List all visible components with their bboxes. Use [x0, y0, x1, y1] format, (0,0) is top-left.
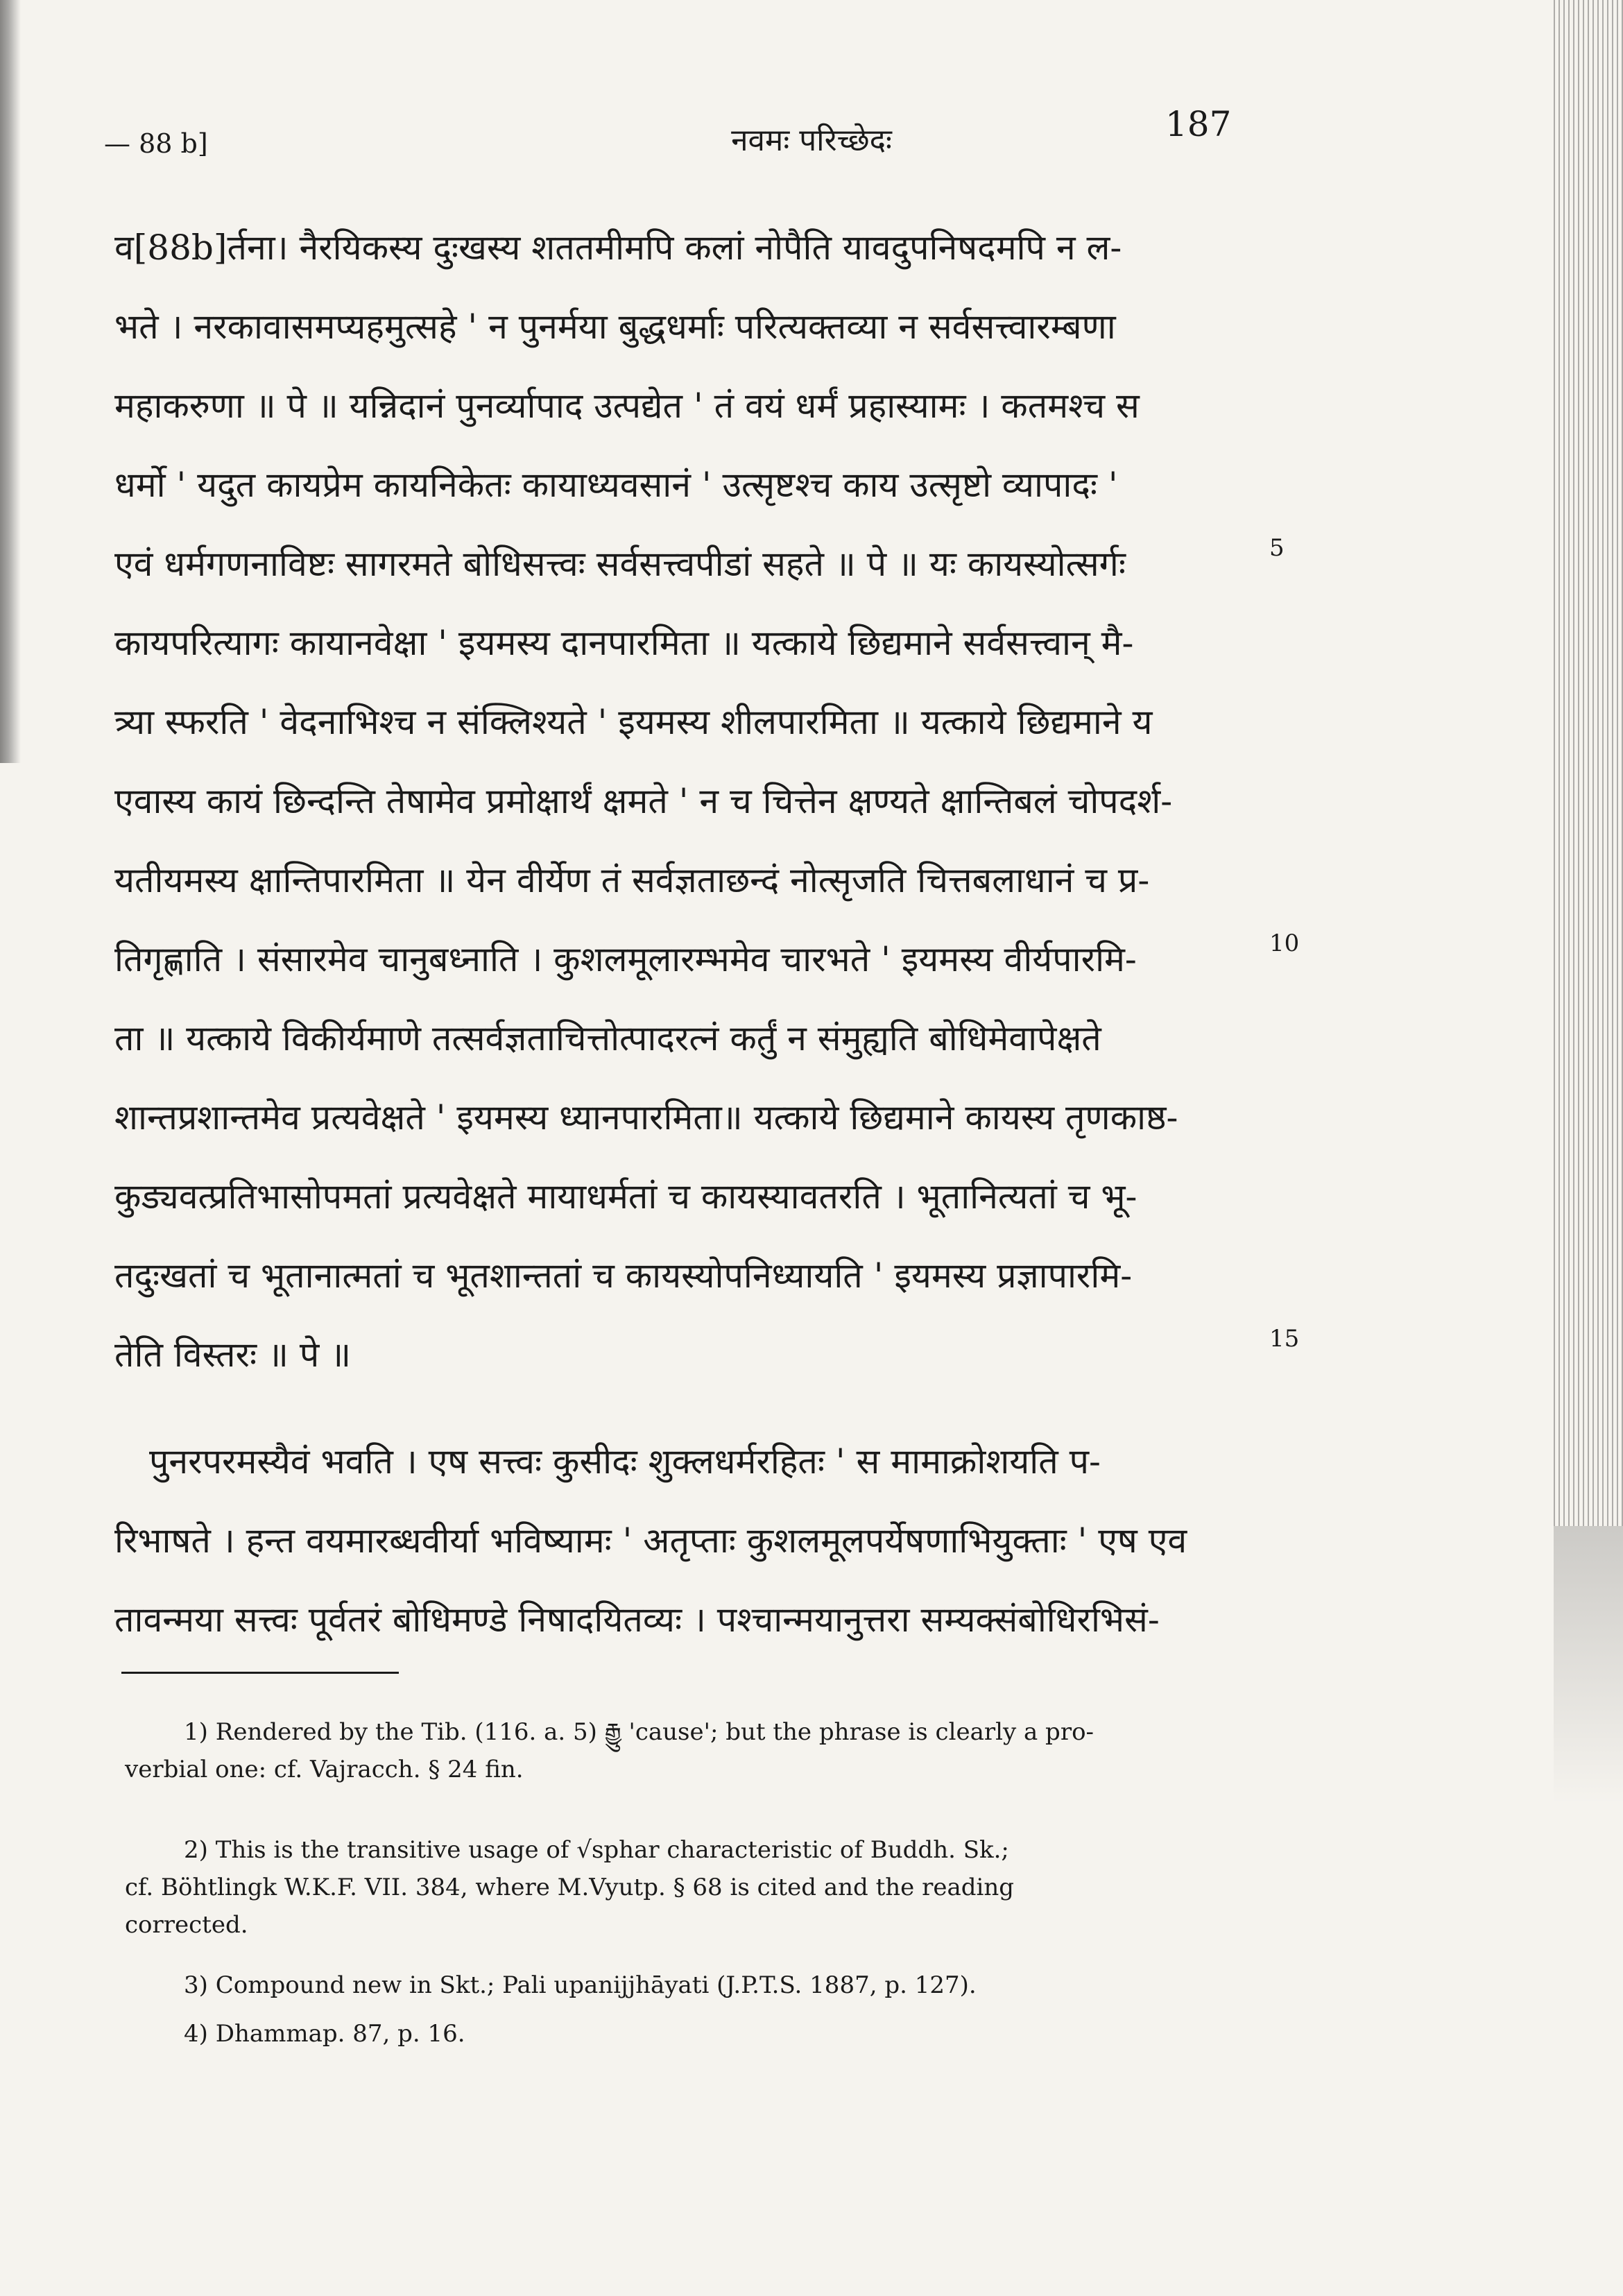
line-number-15: 15 — [1269, 1325, 1300, 1353]
page-stack-edge-fade — [1554, 1526, 1623, 1804]
footnote-continuation: verbial one: cf. Vajracch. § 24 fin. — [125, 1756, 524, 1783]
text-line: धर्मो ' यदुत कायप्रेम कायनिकेतः कायाध्यवसानं ' उत्सृष्टश्च काय उत्सृष्टो व्यापादः ' — [114, 465, 1118, 505]
footnote-continuation: corrected. — [125, 1911, 248, 1939]
page-stack-edge-right — [1554, 0, 1623, 1526]
page-number: 187 — [1165, 104, 1232, 144]
text-line: व[88b]र्तना। नैरयिकस्य दुःखस्य शततमीमपि कलां नोपैति यावदुपनिषदमपि न ल- — [114, 228, 1122, 268]
line-number-5: 5 — [1269, 534, 1285, 562]
footnote-mark: 4) — [184, 2020, 208, 2048]
text-line: रिभाषते । हन्त वयमारब्धवीर्या भविष्यामः ' अतृप्ताः कुशलमूलपर्येषणाभियुक्ताः ' एष एव — [114, 1520, 1187, 1561]
text-line: तावन्मया सत्त्वः पूर्वतरं बोधिमण्डे निषादयितव्यः । पश्चान्मयानुत्तरा सम्यक्संबोधिरभिसं- — [114, 1600, 1160, 1640]
footnote-text: Compound new in Skt.; Pali upanijjhāyati (J.P.T.S. 1887, p. 127). — [215, 1971, 977, 1999]
text-line: महाकरुणा ॥ पे ॥ यन्निदानं पुनर्व्यापाद उत्पद्येत ' तं वयं धर्मं प्रहास्यामः । कतमश्च स — [114, 386, 1140, 426]
text-line: एवास्य कायं छिन्दन्ति तेषामेव प्रमोक्षार्थं क्षमते ' न च चित्तेन क्षण्यते क्षान्तिबलं चोपदर्श- — [114, 781, 1173, 821]
binding-shadow-left — [0, 0, 21, 763]
footnote-2 — [125, 1831, 1259, 1944]
text-line: त्र्या स्फरति ' वेदनाभिश्च न संक्लिश्यते ' इयमस्य शीलपारमिता ॥ यत्काये छिद्यमाने य — [114, 702, 1153, 742]
text-line: एवं धर्मगणनाविष्टः सागरमते बोधिसत्त्वः सर्वसत्त्वपीडां सहते ॥ पे ॥ यः कायस्योत्सर्गः — [114, 544, 1126, 584]
footnote-mark: 1) — [184, 1718, 208, 1746]
text-line: तदुःखतां च भूतानात्मतां च भूतशान्ततां च कायस्योपनिध्यायति ' इयमस्य प्रज्ञापारमि- — [114, 1256, 1133, 1296]
footnote-4 — [125, 2015, 1259, 2053]
text-line: कुड्यवत्प्रतिभासोपमतां प्रत्यवेक्षते मायाधर्मतां च कायस्यावतरति । भूतानित्यतां च भू- — [114, 1176, 1137, 1217]
footnote-3 — [125, 1967, 1259, 2004]
text-line: यतीयमस्य क्षान्तिपारमिता ॥ येन वीर्येण तं सर्वज्ञताछन्दं नोत्सृजति चित्तबलाधानं च प्र- — [114, 860, 1150, 900]
footnote-text: Rendered by the Tib. (116. a. 5) རྒྱུ 'cause'; but the phrase is clearly a pro- — [215, 1718, 1094, 1746]
text-line: तेति विस्तरः ॥ पे ॥ — [114, 1335, 352, 1375]
text-line: तिगृह्णाति । संसारमेव चानुबध्नाति । कुशलमूलारम्भमेव चारभते ' इयमस्य वीर्यपारमि- — [114, 939, 1137, 979]
text-line: शान्तप्रशान्तमेव प्रत्यवेक्षते ' इयमस्य ध्यानपारमिता॥ यत्काये छिद्यमाने कायस्य तृणकाष्ठ- — [114, 1097, 1178, 1138]
footnote-text: This is the transitive usage of √sphar characteristic of Buddh. Sk.; — [215, 1836, 1009, 1864]
footnote-text: Dhammap. 87, p. 16. — [215, 2020, 465, 2048]
paragraph-start-line: पुनरपरमस्यैवं भवति । एष सत्त्वः कुसीदः शुक्लधर्मरहितः ' स मामाक्रोशयति प- — [149, 1441, 1101, 1482]
footnote-separator — [121, 1672, 399, 1674]
footnote-mark: 2) — [184, 1836, 208, 1864]
text-line: भते । नरकावासमप्यहमुत्सहे ' न पुनर्मया बुद्धधर्माः परित्यक्तव्या न सर्वसत्त्वारम्बणा — [114, 307, 1116, 347]
running-head-left: — 88 b] — [104, 128, 208, 159]
footnote-mark: 3) — [184, 1971, 208, 1999]
main-text — [114, 208, 1259, 1659]
running-head-title: नवमः परिच्छेदः — [731, 123, 892, 158]
footnote-1 — [125, 1713, 1259, 1788]
text-line: कायपरित्यागः कायानवेक्षा ' इयमस्य दानपारमिता ॥ यत्काये छिद्यमाने सर्वसत्त्वान् मै- — [114, 623, 1134, 663]
line-number-10: 10 — [1269, 929, 1300, 957]
text-line: ता ॥ यत्काये विकीर्यमाणे तत्सर्वज्ञताचित्तोत्पादरत्नं कर्तुं न संमुह्यति बोधिमेवापेक्षते — [114, 1018, 1101, 1059]
footnote-continuation: cf. Böhtlingk W.K.F. VII. 384, where M.Vyutp. § 68 is cited and the reading — [125, 1874, 1015, 1901]
